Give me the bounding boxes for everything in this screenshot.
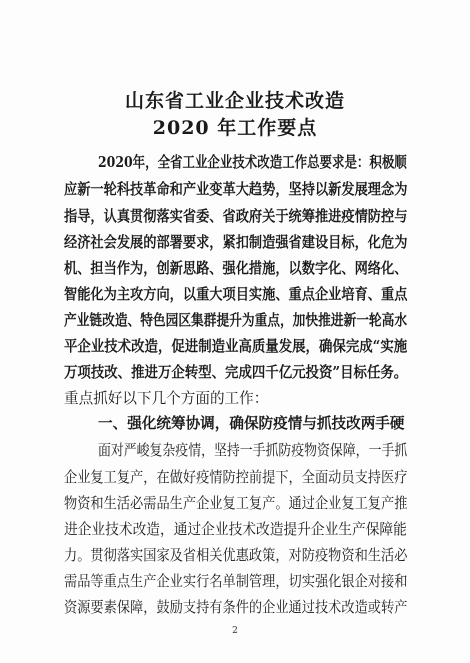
paragraph1-line: 重点抓好以下几个方面的工作： — [64, 390, 269, 407]
paragraph2-line: 资源要素保障，鼓励支持有条件的企业通过技术改造或转产 — [64, 599, 408, 616]
paragraph2-line: 力。贯彻落实国家及省相关优惠政策，对防疫物资和生活必 — [64, 547, 408, 564]
paragraph1-line: 机、担当作为，创新思路、强化措施，以数字化、网络化、 — [64, 260, 408, 277]
paragraph2-line: 进企业技术改造，通过企业技术改造提升企业生产保障能 — [64, 521, 407, 538]
paragraph2-line: 企业复工复产，在做好疫情防控前提下，全面动员支持医疗 — [64, 469, 408, 486]
paragraph2-line: 需品等重点生产企业实行名单制管理，切实强化银企对接和 — [64, 573, 408, 590]
paragraph1-line: 万项技改、推进万企转型、完成四千亿元投资”目标任务。 — [64, 364, 408, 381]
paragraph1-line: 2020年，全省工业企业技术改造工作总要求是：积极顺 — [98, 154, 407, 171]
paragraph1-line: 指导，认真贯彻落实省委、省政府关于统筹推进疫情防控与 — [64, 208, 408, 225]
paragraph1-line: 产业链改造、特色园区集群提升为重点，加快推进新一轮高水 — [64, 312, 408, 329]
paragraph2-line: 物资和生活必需品生产企业复工复产。通过企业复工复产推 — [64, 495, 408, 512]
paragraph2-line: 面对严峻复杂疫情，坚持一手抓防疫物资保障，一手抓 — [98, 442, 408, 459]
paragraph1-line: 智能化为主攻方向，以重大项目实施、重点企业培育、重点 — [64, 286, 408, 303]
paragraph1-line: 平企业技术改造，促进制造业高质量发展，确保完成“实施 — [64, 338, 408, 355]
page-number: 2 — [232, 626, 238, 636]
document-title-line2: 2020 年工作要点 — [152, 117, 318, 139]
paragraph1-line: 经济社会发展的部署要求，紧扣制造强省建设目标，化危为 — [64, 234, 408, 251]
document-title-line1: 山东省工业企业技术改造 — [124, 90, 345, 112]
paragraph1-line: 应新一轮科技革命和产业变革大趋势，坚持以新发展理念为 — [64, 181, 408, 198]
section1-heading: 一、强化统筹协调，确保防疫情与抓技改两手硬 — [98, 415, 405, 432]
